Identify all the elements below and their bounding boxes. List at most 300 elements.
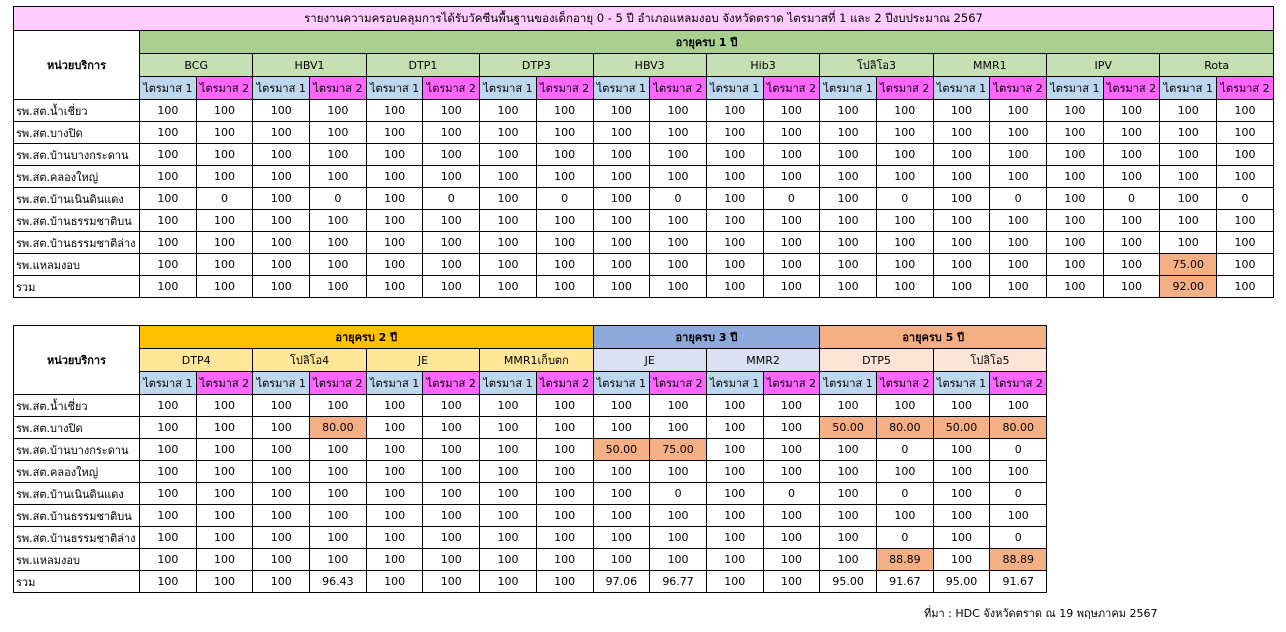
quarter-2-header: ไตรมาส 2 bbox=[196, 372, 253, 395]
coverage-cell: 100 bbox=[820, 188, 877, 210]
coverage-cell: 100 bbox=[1217, 100, 1274, 122]
quarter-1-header: ไตรมาส 1 bbox=[820, 77, 877, 100]
coverage-cell: 100 bbox=[196, 276, 253, 298]
coverage-cell: 100 bbox=[253, 483, 310, 505]
coverage-cell: 100 bbox=[706, 254, 763, 276]
vaccine-header: JE bbox=[593, 349, 706, 372]
unit-name: รพ.สต.คลองใหญ่ bbox=[14, 166, 140, 188]
coverage-cell: 100 bbox=[366, 232, 423, 254]
coverage-cell: 100 bbox=[593, 417, 650, 439]
vaccine-header: JE bbox=[366, 349, 479, 372]
unit-header: หน่วยบริการ bbox=[14, 31, 140, 100]
coverage-cell: 100 bbox=[706, 395, 763, 417]
report-title: รายงานความครอบคลุมการได้รับวัคซีนพื้นฐานของเด็กอายุ 0 - 5 ปี อำเภอแหลมงอบ จังหวัดตราด ไตรมาสที่ 1 และ 2 ปีงบประมาณ 2567 bbox=[14, 7, 1274, 31]
coverage-cell: 100 bbox=[536, 254, 593, 276]
quarter-1-header: ไตรมาส 1 bbox=[593, 77, 650, 100]
coverage-cell: 100 bbox=[763, 254, 820, 276]
coverage-cell: 100 bbox=[480, 527, 537, 549]
coverage-cell: 100 bbox=[1217, 232, 1274, 254]
coverage-cell: 100 bbox=[253, 549, 310, 571]
table-row bbox=[14, 166, 1274, 188]
coverage-cell: 100 bbox=[140, 483, 197, 505]
vaccine-header: DTP3 bbox=[480, 54, 593, 77]
coverage-cell: 0 bbox=[877, 483, 934, 505]
coverage-cell: 100 bbox=[253, 210, 310, 232]
coverage-cell: 100 bbox=[140, 527, 197, 549]
coverage-cell: 100 bbox=[196, 527, 253, 549]
coverage-cell: 100 bbox=[196, 483, 253, 505]
coverage-cell: 100 bbox=[933, 395, 990, 417]
coverage-cell: 100 bbox=[310, 395, 367, 417]
quarter-1-header: ไตรมาส 1 bbox=[366, 372, 423, 395]
coverage-cell: 100 bbox=[1103, 254, 1160, 276]
coverage-cell: 100 bbox=[536, 395, 593, 417]
coverage-cell: 100 bbox=[593, 188, 650, 210]
coverage-cell: 100 bbox=[1047, 166, 1104, 188]
coverage-cell: 100 bbox=[593, 461, 650, 483]
coverage-cell: 100 bbox=[253, 254, 310, 276]
coverage-cell: 96.77 bbox=[650, 571, 707, 593]
quarter-1-header: ไตรมาส 1 bbox=[933, 372, 990, 395]
coverage-cell: 100 bbox=[310, 527, 367, 549]
coverage-cell: 100 bbox=[480, 254, 537, 276]
coverage-cell: 100 bbox=[593, 483, 650, 505]
table-row bbox=[14, 254, 1274, 276]
unit-name: รพ.สต.น้ำเชี่ยว bbox=[14, 395, 140, 417]
quarter-1-header: ไตรมาส 1 bbox=[253, 372, 310, 395]
coverage-cell: 100 bbox=[423, 417, 480, 439]
coverage-cell: 91.67 bbox=[990, 571, 1047, 593]
table-row bbox=[14, 505, 1047, 527]
unit-name: รพ.สต.บางปิด bbox=[14, 417, 140, 439]
coverage-cell: 0 bbox=[990, 527, 1047, 549]
coverage-cell: 0 bbox=[877, 439, 934, 461]
coverage-cell: 0 bbox=[990, 439, 1047, 461]
coverage-cell: 100 bbox=[990, 395, 1047, 417]
coverage-cell: 100 bbox=[536, 122, 593, 144]
coverage-cell: 100 bbox=[1047, 254, 1104, 276]
quarter-2-header: ไตรมาส 2 bbox=[763, 372, 820, 395]
unit-name: รพ.สต.บ้านธรรมชาติบน bbox=[14, 505, 140, 527]
coverage-cell: 100 bbox=[140, 439, 197, 461]
table-row bbox=[14, 276, 1274, 298]
unit-name: รพ.สต.น้ำเชี่ยว bbox=[14, 100, 140, 122]
coverage-cell: 50.00 bbox=[593, 439, 650, 461]
coverage-cell: 80.00 bbox=[310, 417, 367, 439]
quarter-2-header: ไตรมาส 2 bbox=[536, 372, 593, 395]
vaccine-header: โปลิโอ4 bbox=[253, 349, 366, 372]
vaccine-header: Rota bbox=[1160, 54, 1274, 77]
coverage-cell: 100 bbox=[933, 505, 990, 527]
coverage-cell: 100 bbox=[423, 483, 480, 505]
unit-name: รพ.สต.บ้านธรรมชาติบน bbox=[14, 210, 140, 232]
coverage-cell: 100 bbox=[480, 483, 537, 505]
coverage-cell: 100 bbox=[706, 417, 763, 439]
coverage-cell: 100 bbox=[820, 144, 877, 166]
vaccine-header: IPV bbox=[1047, 54, 1160, 77]
coverage-cell: 100 bbox=[933, 188, 990, 210]
coverage-cell: 100 bbox=[366, 210, 423, 232]
coverage-cell: 100 bbox=[310, 232, 367, 254]
coverage-cell: 100 bbox=[480, 439, 537, 461]
coverage-cell: 0 bbox=[990, 483, 1047, 505]
table-row bbox=[14, 210, 1274, 232]
coverage-cell: 100 bbox=[253, 122, 310, 144]
coverage-cell: 0 bbox=[310, 188, 367, 210]
coverage-cell: 100 bbox=[763, 122, 820, 144]
coverage-cell: 100 bbox=[763, 549, 820, 571]
coverage-cell: 0 bbox=[423, 188, 480, 210]
coverage-cell: 100 bbox=[366, 483, 423, 505]
coverage-cell: 100 bbox=[706, 144, 763, 166]
coverage-cell: 100 bbox=[1217, 254, 1274, 276]
coverage-cell: 100 bbox=[366, 100, 423, 122]
coverage-cell: 100 bbox=[1217, 122, 1274, 144]
coverage-cell: 100 bbox=[196, 395, 253, 417]
coverage-cell: 100 bbox=[536, 483, 593, 505]
coverage-cell: 88.89 bbox=[990, 549, 1047, 571]
table-row bbox=[14, 100, 1274, 122]
coverage-cell: 96.43 bbox=[310, 571, 367, 593]
coverage-cell: 100 bbox=[933, 144, 990, 166]
coverage-cell: 100 bbox=[1047, 210, 1104, 232]
coverage-cell: 100 bbox=[196, 232, 253, 254]
coverage-cell: 0 bbox=[876, 188, 933, 210]
table-row bbox=[14, 395, 1047, 417]
coverage-cell: 100 bbox=[310, 276, 367, 298]
coverage-cell: 100 bbox=[933, 276, 990, 298]
coverage-cell: 100 bbox=[990, 505, 1047, 527]
coverage-cell: 100 bbox=[877, 505, 934, 527]
coverage-cell: 100 bbox=[1047, 232, 1104, 254]
vaccine-header: MMR1 bbox=[933, 54, 1046, 77]
coverage-cell: 100 bbox=[536, 232, 593, 254]
coverage-cell: 100 bbox=[253, 527, 310, 549]
unit-name: รวม bbox=[14, 276, 140, 298]
coverage-cell: 100 bbox=[650, 166, 707, 188]
coverage-cell: 100 bbox=[196, 417, 253, 439]
coverage-cell: 0 bbox=[650, 188, 707, 210]
coverage-cell: 100 bbox=[1217, 144, 1274, 166]
coverage-cell: 100 bbox=[140, 166, 197, 188]
coverage-cell: 100 bbox=[933, 122, 990, 144]
coverage-cell: 100 bbox=[876, 276, 933, 298]
table-row bbox=[14, 144, 1274, 166]
coverage-cell: 100 bbox=[480, 395, 537, 417]
age-group-header: อายุครบ 5 ปี bbox=[820, 326, 1047, 349]
coverage-cell: 100 bbox=[253, 100, 310, 122]
coverage-cell: 97.06 bbox=[593, 571, 650, 593]
coverage-cell: 100 bbox=[423, 439, 480, 461]
vaccine-header: BCG bbox=[140, 54, 253, 77]
coverage-cell: 100 bbox=[253, 417, 310, 439]
coverage-cell: 100 bbox=[820, 166, 877, 188]
coverage-cell: 100 bbox=[593, 210, 650, 232]
coverage-cell: 100 bbox=[366, 395, 423, 417]
unit-name: รพ.แหลมงอบ bbox=[14, 254, 140, 276]
coverage-cell: 100 bbox=[366, 527, 423, 549]
coverage-cell: 100 bbox=[933, 483, 990, 505]
coverage-cell: 100 bbox=[933, 254, 990, 276]
coverage-cell: 100 bbox=[706, 527, 763, 549]
coverage-cell: 100 bbox=[763, 144, 820, 166]
coverage-cell: 100 bbox=[253, 188, 310, 210]
coverage-cell: 100 bbox=[650, 395, 707, 417]
quarter-1-header: ไตรมาส 1 bbox=[480, 77, 537, 100]
coverage-cell: 100 bbox=[140, 505, 197, 527]
coverage-cell: 100 bbox=[763, 439, 820, 461]
quarter-2-header: ไตรมาส 2 bbox=[990, 372, 1047, 395]
coverage-cell: 100 bbox=[423, 144, 480, 166]
coverage-cell: 100 bbox=[366, 439, 423, 461]
coverage-cell: 100 bbox=[253, 505, 310, 527]
coverage-cell: 100 bbox=[310, 549, 367, 571]
coverage-cell: 100 bbox=[536, 276, 593, 298]
coverage-cell: 100 bbox=[1160, 232, 1217, 254]
table-row bbox=[14, 122, 1274, 144]
coverage-cell: 100 bbox=[820, 100, 877, 122]
coverage-cell: 100 bbox=[990, 100, 1047, 122]
coverage-cell: 100 bbox=[140, 276, 197, 298]
coverage-cell: 100 bbox=[196, 122, 253, 144]
coverage-cell: 100 bbox=[196, 100, 253, 122]
coverage-cell: 100 bbox=[196, 571, 253, 593]
coverage-cell: 100 bbox=[480, 210, 537, 232]
coverage-cell: 100 bbox=[593, 166, 650, 188]
unit-name: รพ.สต.บ้านธรรมชาติล่าง bbox=[14, 527, 140, 549]
coverage-cell: 100 bbox=[140, 417, 197, 439]
coverage-cell: 100 bbox=[933, 549, 990, 571]
coverage-cell: 100 bbox=[423, 166, 480, 188]
unit-name: รพ.สต.คลองใหญ่ bbox=[14, 461, 140, 483]
coverage-cell: 100 bbox=[820, 254, 877, 276]
coverage-cell: 100 bbox=[366, 166, 423, 188]
coverage-cell: 100 bbox=[820, 461, 877, 483]
coverage-cell: 100 bbox=[820, 395, 877, 417]
coverage-cell: 100 bbox=[593, 122, 650, 144]
coverage-cell: 100 bbox=[366, 276, 423, 298]
coverage-cell: 100 bbox=[763, 166, 820, 188]
coverage-cell: 100 bbox=[310, 505, 367, 527]
coverage-cell: 100 bbox=[310, 122, 367, 144]
quarter-1-header: ไตรมาส 1 bbox=[820, 372, 877, 395]
coverage-cell: 100 bbox=[196, 144, 253, 166]
coverage-cell: 100 bbox=[1217, 276, 1274, 298]
coverage-cell: 100 bbox=[763, 210, 820, 232]
coverage-cell: 100 bbox=[480, 571, 537, 593]
age-group-header: อายุครบ 2 ปี bbox=[140, 326, 594, 349]
vaccine-header: Hib3 bbox=[706, 54, 819, 77]
coverage-cell: 100 bbox=[366, 461, 423, 483]
coverage-cell: 100 bbox=[706, 549, 763, 571]
coverage-cell: 100 bbox=[536, 144, 593, 166]
coverage-cell: 100 bbox=[253, 461, 310, 483]
coverage-cell: 100 bbox=[593, 505, 650, 527]
quarter-2-header: ไตรมาส 2 bbox=[650, 372, 707, 395]
coverage-cell: 50.00 bbox=[933, 417, 990, 439]
coverage-cell: 100 bbox=[536, 527, 593, 549]
coverage-cell: 100 bbox=[763, 461, 820, 483]
age-group-1yr: อายุครบ 1 ปี bbox=[140, 31, 1274, 54]
coverage-cell: 100 bbox=[536, 166, 593, 188]
unit-name: รพ.แหลมงอบ bbox=[14, 549, 140, 571]
vaccine-header: MMR1เก็บตก bbox=[480, 349, 593, 372]
unit-name: รพ.สต.บ้านเนินดินแดง bbox=[14, 188, 140, 210]
coverage-cell: 100 bbox=[990, 210, 1047, 232]
unit-name: รพ.สต.บางปิด bbox=[14, 122, 140, 144]
unit-name: รพ.สต.บ้านเนินดินแดง bbox=[14, 483, 140, 505]
table-row bbox=[14, 188, 1274, 210]
coverage-cell: 100 bbox=[1103, 276, 1160, 298]
coverage-cell: 100 bbox=[423, 276, 480, 298]
coverage-cell: 80.00 bbox=[877, 417, 934, 439]
coverage-cell: 100 bbox=[253, 276, 310, 298]
vaccine-header: DTP1 bbox=[366, 54, 479, 77]
coverage-cell: 100 bbox=[423, 100, 480, 122]
table-row bbox=[14, 549, 1047, 571]
coverage-cell: 100 bbox=[763, 505, 820, 527]
coverage-cell: 100 bbox=[820, 483, 877, 505]
coverage-cell: 100 bbox=[876, 210, 933, 232]
coverage-cell: 100 bbox=[1103, 232, 1160, 254]
quarter-1-header: ไตรมาส 1 bbox=[480, 372, 537, 395]
quarter-1-header: ไตรมาส 1 bbox=[706, 77, 763, 100]
coverage-cell: 0 bbox=[650, 483, 707, 505]
vaccine-header: DTP5 bbox=[820, 349, 933, 372]
table-row bbox=[14, 483, 1047, 505]
coverage-cell: 100 bbox=[820, 276, 877, 298]
coverage-cell: 100 bbox=[650, 232, 707, 254]
coverage-cell: 100 bbox=[536, 439, 593, 461]
vaccine-header: โปลิโอ3 bbox=[820, 54, 933, 77]
quarter-1-header: ไตรมาส 1 bbox=[933, 77, 990, 100]
coverage-cell: 100 bbox=[366, 144, 423, 166]
coverage-cell: 80.00 bbox=[990, 417, 1047, 439]
coverage-cell: 100 bbox=[140, 461, 197, 483]
coverage-cell: 100 bbox=[1217, 210, 1274, 232]
coverage-cell: 100 bbox=[253, 144, 310, 166]
coverage-cell: 100 bbox=[933, 461, 990, 483]
coverage-cell: 100 bbox=[1160, 100, 1217, 122]
coverage-cell: 100 bbox=[140, 210, 197, 232]
quarter-2-header: ไตรมาส 2 bbox=[536, 77, 593, 100]
coverage-cell: 100 bbox=[196, 254, 253, 276]
coverage-cell: 0 bbox=[1217, 188, 1274, 210]
coverage-cell: 50.00 bbox=[820, 417, 877, 439]
coverage-cell: 100 bbox=[196, 505, 253, 527]
coverage-cell: 100 bbox=[1160, 144, 1217, 166]
quarter-2-header: ไตรมาส 2 bbox=[877, 372, 934, 395]
coverage-cell: 100 bbox=[593, 144, 650, 166]
coverage-cell: 100 bbox=[650, 549, 707, 571]
table-row bbox=[14, 232, 1274, 254]
coverage-cell: 100 bbox=[820, 527, 877, 549]
coverage-cell: 100 bbox=[310, 483, 367, 505]
coverage-cell: 100 bbox=[1103, 144, 1160, 166]
coverage-cell: 100 bbox=[480, 100, 537, 122]
quarter-2-header: ไตรมาส 2 bbox=[876, 77, 933, 100]
coverage-cell: 0 bbox=[877, 527, 934, 549]
coverage-cell: 100 bbox=[253, 571, 310, 593]
coverage-cell: 100 bbox=[877, 395, 934, 417]
quarter-1-header: ไตรมาส 1 bbox=[706, 372, 763, 395]
coverage-cell: 100 bbox=[1160, 188, 1217, 210]
coverage-cell: 100 bbox=[593, 276, 650, 298]
quarter-2-header: ไตรมาส 2 bbox=[423, 372, 480, 395]
coverage-cell: 100 bbox=[876, 122, 933, 144]
coverage-cell: 0 bbox=[763, 188, 820, 210]
coverage-cell: 100 bbox=[990, 144, 1047, 166]
coverage-cell: 100 bbox=[763, 527, 820, 549]
coverage-cell: 100 bbox=[253, 166, 310, 188]
unit-header-2: หน่วยบริการ bbox=[14, 326, 140, 395]
quarter-2-header: ไตรมาส 2 bbox=[1103, 77, 1160, 100]
coverage-cell: 92.00 bbox=[1160, 276, 1217, 298]
coverage-cell: 100 bbox=[423, 505, 480, 527]
coverage-cell: 100 bbox=[1103, 100, 1160, 122]
coverage-cell: 100 bbox=[650, 254, 707, 276]
unit-name: รพ.สต.บ้านธรรมชาติล่าง bbox=[14, 232, 140, 254]
quarter-1-header: ไตรมาส 1 bbox=[1160, 77, 1217, 100]
coverage-cell: 100 bbox=[820, 439, 877, 461]
coverage-cell: 100 bbox=[480, 417, 537, 439]
coverage-cell: 100 bbox=[140, 395, 197, 417]
unit-name: รพ.สต.บ้านบางกระดาน bbox=[14, 144, 140, 166]
coverage-cell: 100 bbox=[1103, 166, 1160, 188]
vaccine-header: DTP4 bbox=[140, 349, 253, 372]
table-row bbox=[14, 417, 1047, 439]
coverage-cell: 100 bbox=[536, 549, 593, 571]
coverage-cell: 100 bbox=[990, 461, 1047, 483]
coverage-cell: 100 bbox=[366, 549, 423, 571]
coverage-cell: 100 bbox=[706, 505, 763, 527]
coverage-cell: 75.00 bbox=[650, 439, 707, 461]
coverage-cell: 100 bbox=[593, 527, 650, 549]
coverage-cell: 0 bbox=[196, 188, 253, 210]
coverage-cell: 100 bbox=[310, 254, 367, 276]
quarter-1-header: ไตรมาส 1 bbox=[366, 77, 423, 100]
coverage-cell: 100 bbox=[1047, 122, 1104, 144]
coverage-cell: 100 bbox=[480, 276, 537, 298]
table-row bbox=[14, 461, 1047, 483]
coverage-cell: 100 bbox=[423, 210, 480, 232]
coverage-cell: 0 bbox=[536, 188, 593, 210]
quarter-1-header: ไตรมาส 1 bbox=[140, 77, 197, 100]
coverage-cell: 100 bbox=[310, 144, 367, 166]
coverage-cell: 100 bbox=[706, 439, 763, 461]
table-row bbox=[14, 439, 1047, 461]
coverage-cell: 100 bbox=[140, 188, 197, 210]
coverage-cell: 100 bbox=[650, 100, 707, 122]
coverage-cell: 100 bbox=[423, 461, 480, 483]
coverage-cell: 100 bbox=[706, 571, 763, 593]
unit-name: รวม bbox=[14, 571, 140, 593]
coverage-cell: 100 bbox=[593, 100, 650, 122]
age-group-header: อายุครบ 3 ปี bbox=[593, 326, 820, 349]
source-note: ที่มา : HDC จังหวัดตราด ณ 19 พฤษภาคม 2567 bbox=[924, 607, 1158, 620]
coverage-cell: 100 bbox=[423, 122, 480, 144]
coverage-cell: 100 bbox=[706, 461, 763, 483]
coverage-cell: 100 bbox=[763, 100, 820, 122]
coverage-cell: 100 bbox=[706, 188, 763, 210]
coverage-cell: 100 bbox=[196, 549, 253, 571]
coverage-cell: 100 bbox=[1103, 122, 1160, 144]
coverage-cell: 100 bbox=[1217, 166, 1274, 188]
coverage-cell: 100 bbox=[933, 166, 990, 188]
coverage-cell: 100 bbox=[593, 549, 650, 571]
coverage-cell: 100 bbox=[366, 254, 423, 276]
coverage-cell: 100 bbox=[366, 188, 423, 210]
